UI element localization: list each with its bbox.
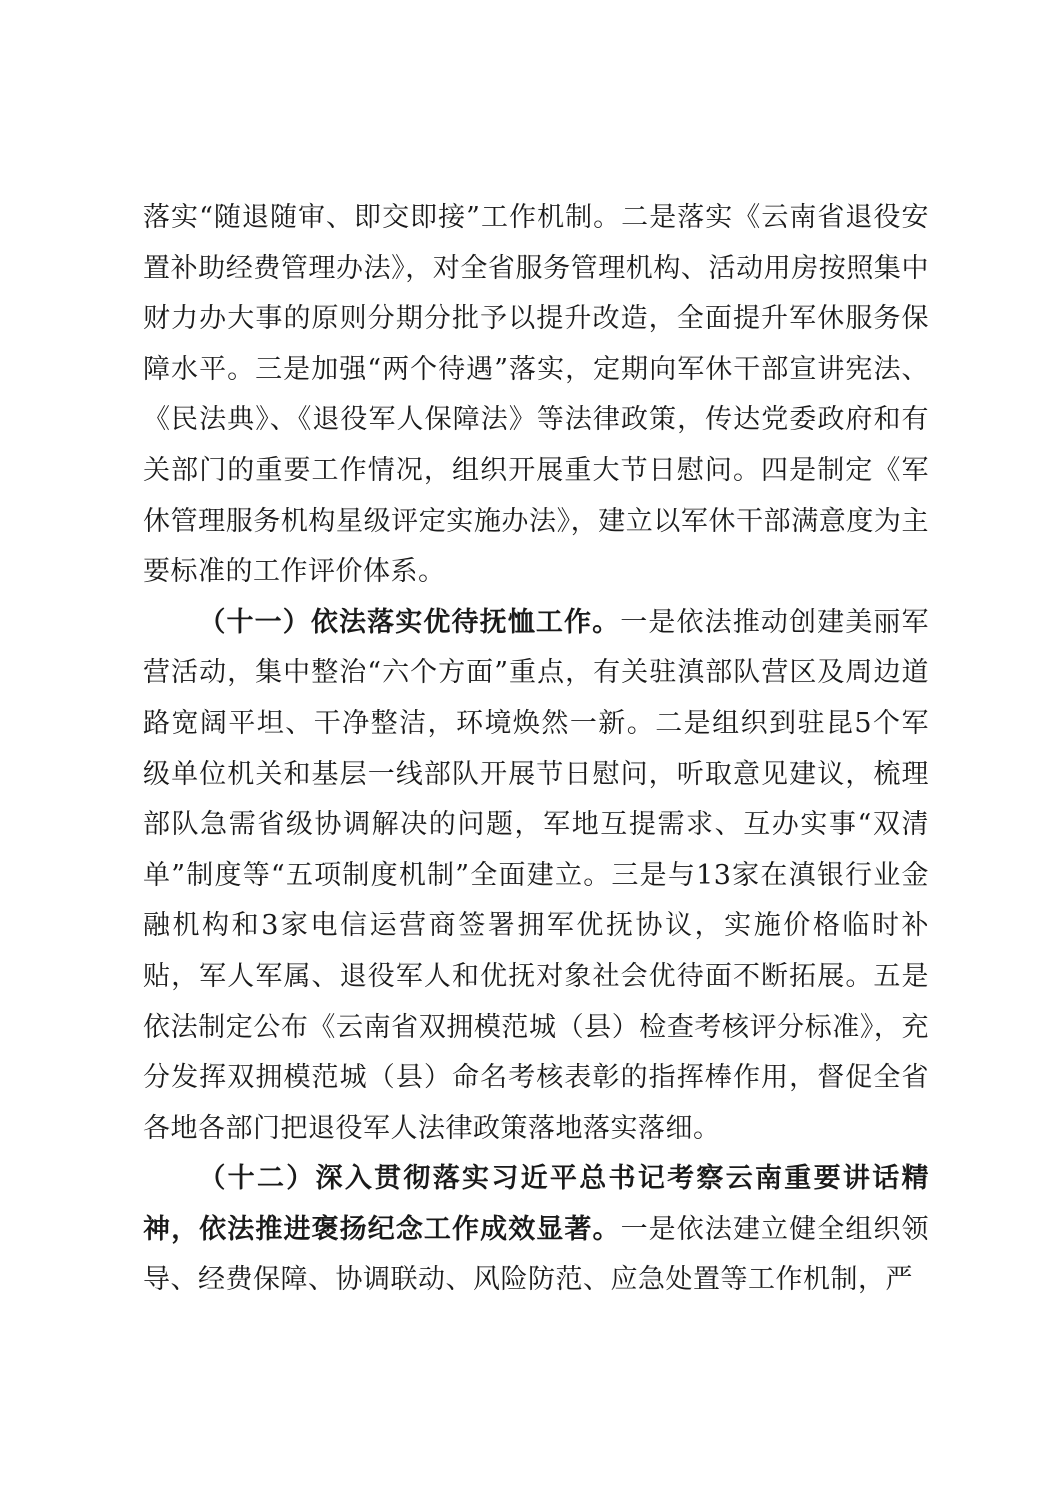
- paragraph-section-11: [143, 598, 929, 1155]
- paragraph-body: 落实“随退随审、即交即接”工作机制。二是落实《云南省退役安置补助经费管理办法》，对全省服务管理机构、活动用房按照集中财力办大事的原则分期分批予以提升改造，全面提升军休服务保障水平。三是加强“两个待遇”落实，定期向军休干部宣讲宪法、《民法典》、《退役军人保障法》等法律政策，传达党委政府和有关部门的重要工作情况，组织开展重大节日慰问。四是制定《军休管理服务机构星级评定实施办法》，建立以军休干部满意度为主要标准的工作评价体系。: [143, 202, 929, 588]
- paragraph-body: 一是依法推动创建美丽军营活动，集中整治“六个方面”重点，有关驻滇部队营区及周边道路宽阔平坦、干净整洁，环境焕然一新。二是组织到驻昆5个军级单位机关和基层一线部队开展节日慰问，听取意见建议，梳理部队急需省级协调解决的问题，军地互提需求、互办实事“双清单”制度等“五项制度机制”全面建立。三是与13家在滇银行业金融机构和3家电信运营商签署拥军优抚协议，实施价格临时补贴，军人军属、退役军人和优抚对象社会优待面不断拓展。五是依法制定公布《云南省双拥模范城（县）检查考核评分标准》，充分发挥双拥模范城（县）命名考核表彰的指挥棒作用，督促全省各地各部门把退役军人法律政策落地落实落细。: [143, 606, 930, 1144]
- section-heading: （十二）深入贯彻落实习近平总书记考察云南重要讲话精神，依法推进褒扬纪念工作成效显著。: [143, 1163, 929, 1245]
- section-heading: （十一）依法落实优待抚恤工作。: [198, 606, 621, 638]
- body-text: [143, 193, 929, 1306]
- paragraph-continuation: [143, 193, 929, 598]
- paragraph-section-12: [143, 1154, 929, 1306]
- paragraph-body: 一是依法建立健全组织领导、经费保障、协调联动、风险防范、应急处置等工作机制，严: [143, 1213, 930, 1296]
